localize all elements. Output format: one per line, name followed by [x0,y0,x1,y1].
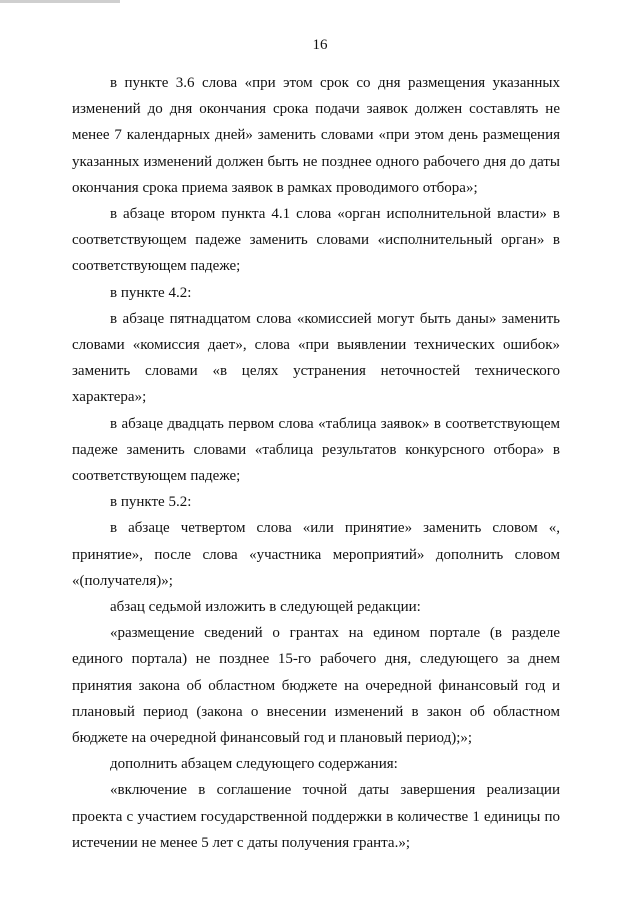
paragraph-item-5-2-para7-intro: абзац седьмой изложить в следующей редакции: [110,599,421,616]
paragraph-item-4-2-para15: в абзаце пятнадцатом слова «комиссией могут быть даны» заменить словами «комиссия дает», слова «при выявлении технических ошибок» заменить словами «в целях устранения неточностей технического характера»; [72,310,560,406]
paragraph-item-4-1: в абзаце втором пункта 4.1 слова «орган исполнительной власти» в соответствующем падеже заменить словами «исполнительный орган» в соответствующем падеже; [72,206,560,275]
paragraph-item-4-2-heading: в пункте 4.2: [110,284,192,301]
paragraph-item-5-2-heading: в пункте 5.2: [110,494,192,511]
page-number: 16 [312,37,328,53]
paragraph-item-5-2-para7-text: «размещение сведений о грантах на едином портале (в разделе единого портала) не позднее 15-го рабочего дня, следующего за днем принятия закона об областном бюджете на очередной финансовый год и плановый период (закона о внесении изменений в закон об областном бюджете на очередной финансовый год и плановый период);»; [72,625,560,747]
paragraph-item-3-6: в пункте 3.6 слова «при этом срок со дня размещения указанных изменений до дня окончания срока подачи заявок должен составлять не менее 7 календарных дней» заменить словами «при этом день размещения указанных изменений должен быть не позднее одного рабочего дня до даты окончания срока приема заявок в рамках проводимого отбора»; [72,75,560,196]
scan-edge-mark [0,0,120,3]
paragraph-item-4-2-para21: в абзаце двадцать первом слова «таблица заявок» в соответствующем падеже заменить словами «таблица результатов конкурсного отбора» в соответствующем падеже; [72,415,560,485]
paragraph-item-5-2-addition-text: «включение в соглашение точной даты завершения реализации проекта с участием государственной поддержки в количестве 1 единицы по истечении не менее 5 лет с даты получения гранта.»; [72,782,560,851]
document-body [72,70,560,856]
paragraph-item-5-2-addition-intro: дополнить абзацем следующего содержания: [110,756,398,773]
paragraph-item-5-2-para4: в абзаце четвертом слова «или принятие» заменить словом «, принятие», после слова «участника мероприятий» дополнить словом «(получателя)»; [72,520,560,589]
